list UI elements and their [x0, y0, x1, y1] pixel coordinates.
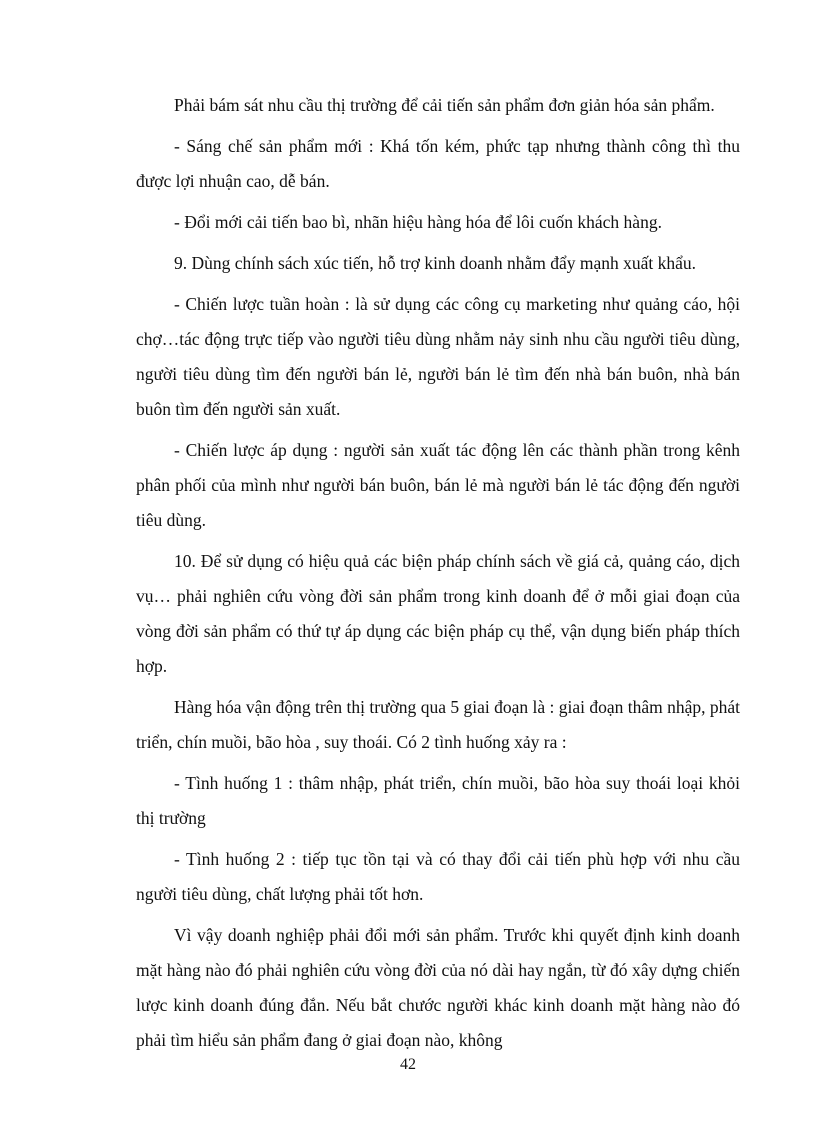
paragraph-conclusion: Vì vậy doanh nghiệp phải đổi mới sản phẩm. Trước khi quyết định kinh doanh mặt hàng nào đó phải nghiên cứu vòng đời của nó dài hay ngắn, từ đó xây dựng chiến lược kinh doanh đúng đắn. Nếu bắt chước người khác kinh doanh mặt hàng nào đó phải tìm hiểu sản phẩm đang ở giai đoạn nào, không: [136, 925, 740, 1050]
paragraph-circular-strategy: - Chiến lược tuần hoàn : là sử dụng các công cụ marketing như quảng cáo, hội chợ…tác động trực tiếp vào người tiêu dùng nhằm nảy sinh nhu cầu người tiêu dùng, người tiêu dùng tìm đến người bán lẻ, người bán lẻ tìm đến nhà bán buôn, nhà bán buôn tìm đến người sản xuất.: [136, 294, 740, 419]
paragraph-packaging: - Đổi mới cải tiến bao bì, nhãn hiệu hàng hóa để lôi cuốn khách hàng.: [174, 212, 662, 232]
paragraph-new-product: - Sáng chế sản phẩm mới : Khá tốn kém, phức tạp nhưng thành công thì thu được lợi nhuận cao, dễ bán.: [136, 136, 740, 191]
paragraph-item-9: 9. Dùng chính sách xúc tiến, hỗ trợ kinh doanh nhằm đẩy mạnh xuất khẩu.: [174, 253, 696, 273]
paragraph-scenario-1: - Tình huống 1 : thâm nhập, phát triển, chín muồi, bão hòa suy thoái loại khỏi thị trường: [136, 773, 740, 828]
paragraph-applied-strategy: - Chiến lược áp dụng : người sản xuất tác động lên các thành phần trong kênh phân phối của mình như người bán buôn, bán lẻ mà người bán lẻ tác động đến người tiêu dùng.: [136, 440, 740, 530]
paragraph-scenario-2: - Tình huống 2 : tiếp tục tồn tại và có thay đổi cải tiến phù hợp với nhu cầu người tiêu dùng, chất lượng phải tốt hơn.: [136, 849, 740, 904]
paragraph-five-stages: Hàng hóa vận động trên thị trường qua 5 giai đoạn là : giai đoạn thâm nhập, phát triển, chín muồi, bão hòa , suy thoái. Có 2 tình huống xảy ra :: [136, 697, 740, 752]
document-body: [136, 88, 740, 1064]
paragraph-product-improvement: Phải bám sát nhu cầu thị trường để cải tiến sản phẩm đơn giản hóa sản phẩm.: [174, 95, 715, 115]
page-number: 42: [400, 1056, 416, 1073]
paragraph-item-10: 10. Để sử dụng có hiệu quả các biện pháp chính sách về giá cả, quảng cáo, dịch vụ… phải nghiên cứu vòng đời sản phẩm trong kinh doanh để ở mỗi giai đoạn của vòng đời sản phẩm có thứ tự áp dụng các biện pháp cụ thể, vận dụng biến pháp thích hợp.: [136, 551, 740, 676]
